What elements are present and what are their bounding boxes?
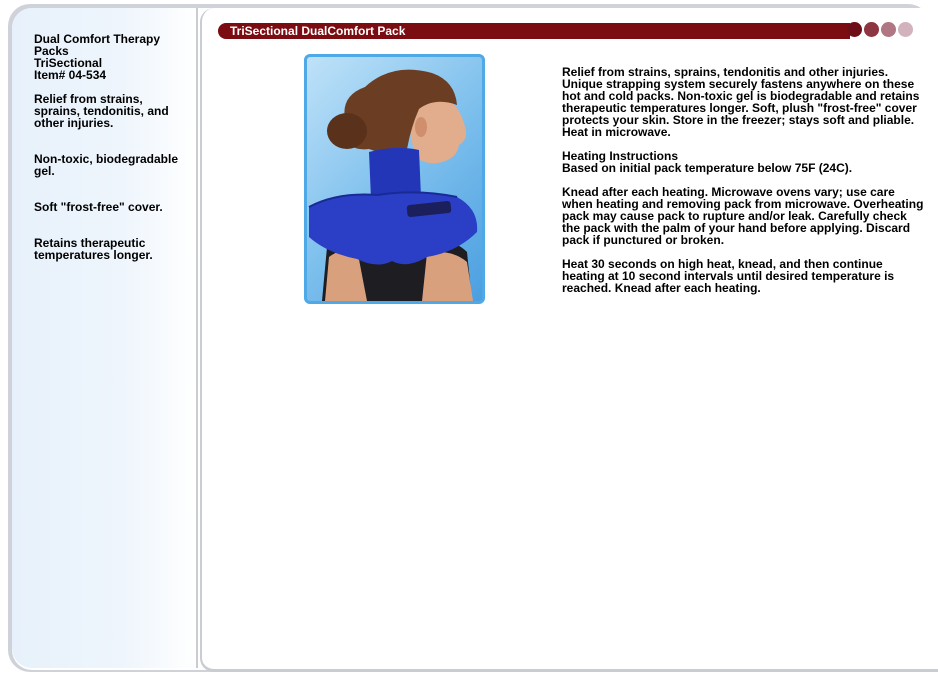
heating-instructions (562, 150, 926, 174)
knead-instructions: Knead after each heating. Microwave ovens vary; use care when heating and removing pack from microwave. Overheating pack may cause pack to rupture and/or leak. Carefully check the pack with the palm of your hand before applying. Discard pack if punctured or broken. (562, 185, 924, 247)
feature-relief: Relief from strains, sprains, tendonitis, and other injuries. (34, 92, 169, 130)
heat-instructions: Heat 30 seconds on high heat, knead, and then continue heating at 10 second intervals until desired temperature is reached. Knead after each heating. (562, 257, 895, 295)
heating-heading: Heating Instructions (562, 149, 679, 163)
feature-gel: Non-toxic, biodegradable gel. (34, 152, 179, 178)
decor-dot-2 (864, 22, 879, 37)
item-number: Item# 04-534 (34, 68, 107, 82)
page-title: TriSectional DualComfort Pack (230, 24, 406, 38)
product-line: TriSectional (34, 56, 103, 70)
feature-temperature: Retains therapeutic temperatures longer. (34, 236, 153, 262)
decor-dot-3 (881, 22, 896, 37)
product-description: Relief from strains, sprains, tendonitis and other injuries. Unique strapping system securely fastens anywhere on these hot and cold packs. Non-toxic gel is biodegradable and retains therapeutic temperatures longer. Soft, plush "frost-free" cover protects your skin. Store in the freezer; stays soft and pliable. Heat in microwave. (562, 65, 920, 139)
decor-dot-4 (898, 22, 913, 37)
product-photo (304, 54, 485, 304)
heating-basis: Based on initial pack temperature below 75F (24C). (562, 161, 853, 175)
product-info (34, 33, 184, 81)
woman-wearing-neck-pack-illustration (307, 57, 482, 301)
product-name: Dual Comfort Therapy Packs (34, 32, 161, 58)
title-bar (218, 23, 850, 39)
feature-cover: Soft "frost-free" cover. (34, 200, 163, 214)
decor-dot-1 (847, 22, 862, 37)
